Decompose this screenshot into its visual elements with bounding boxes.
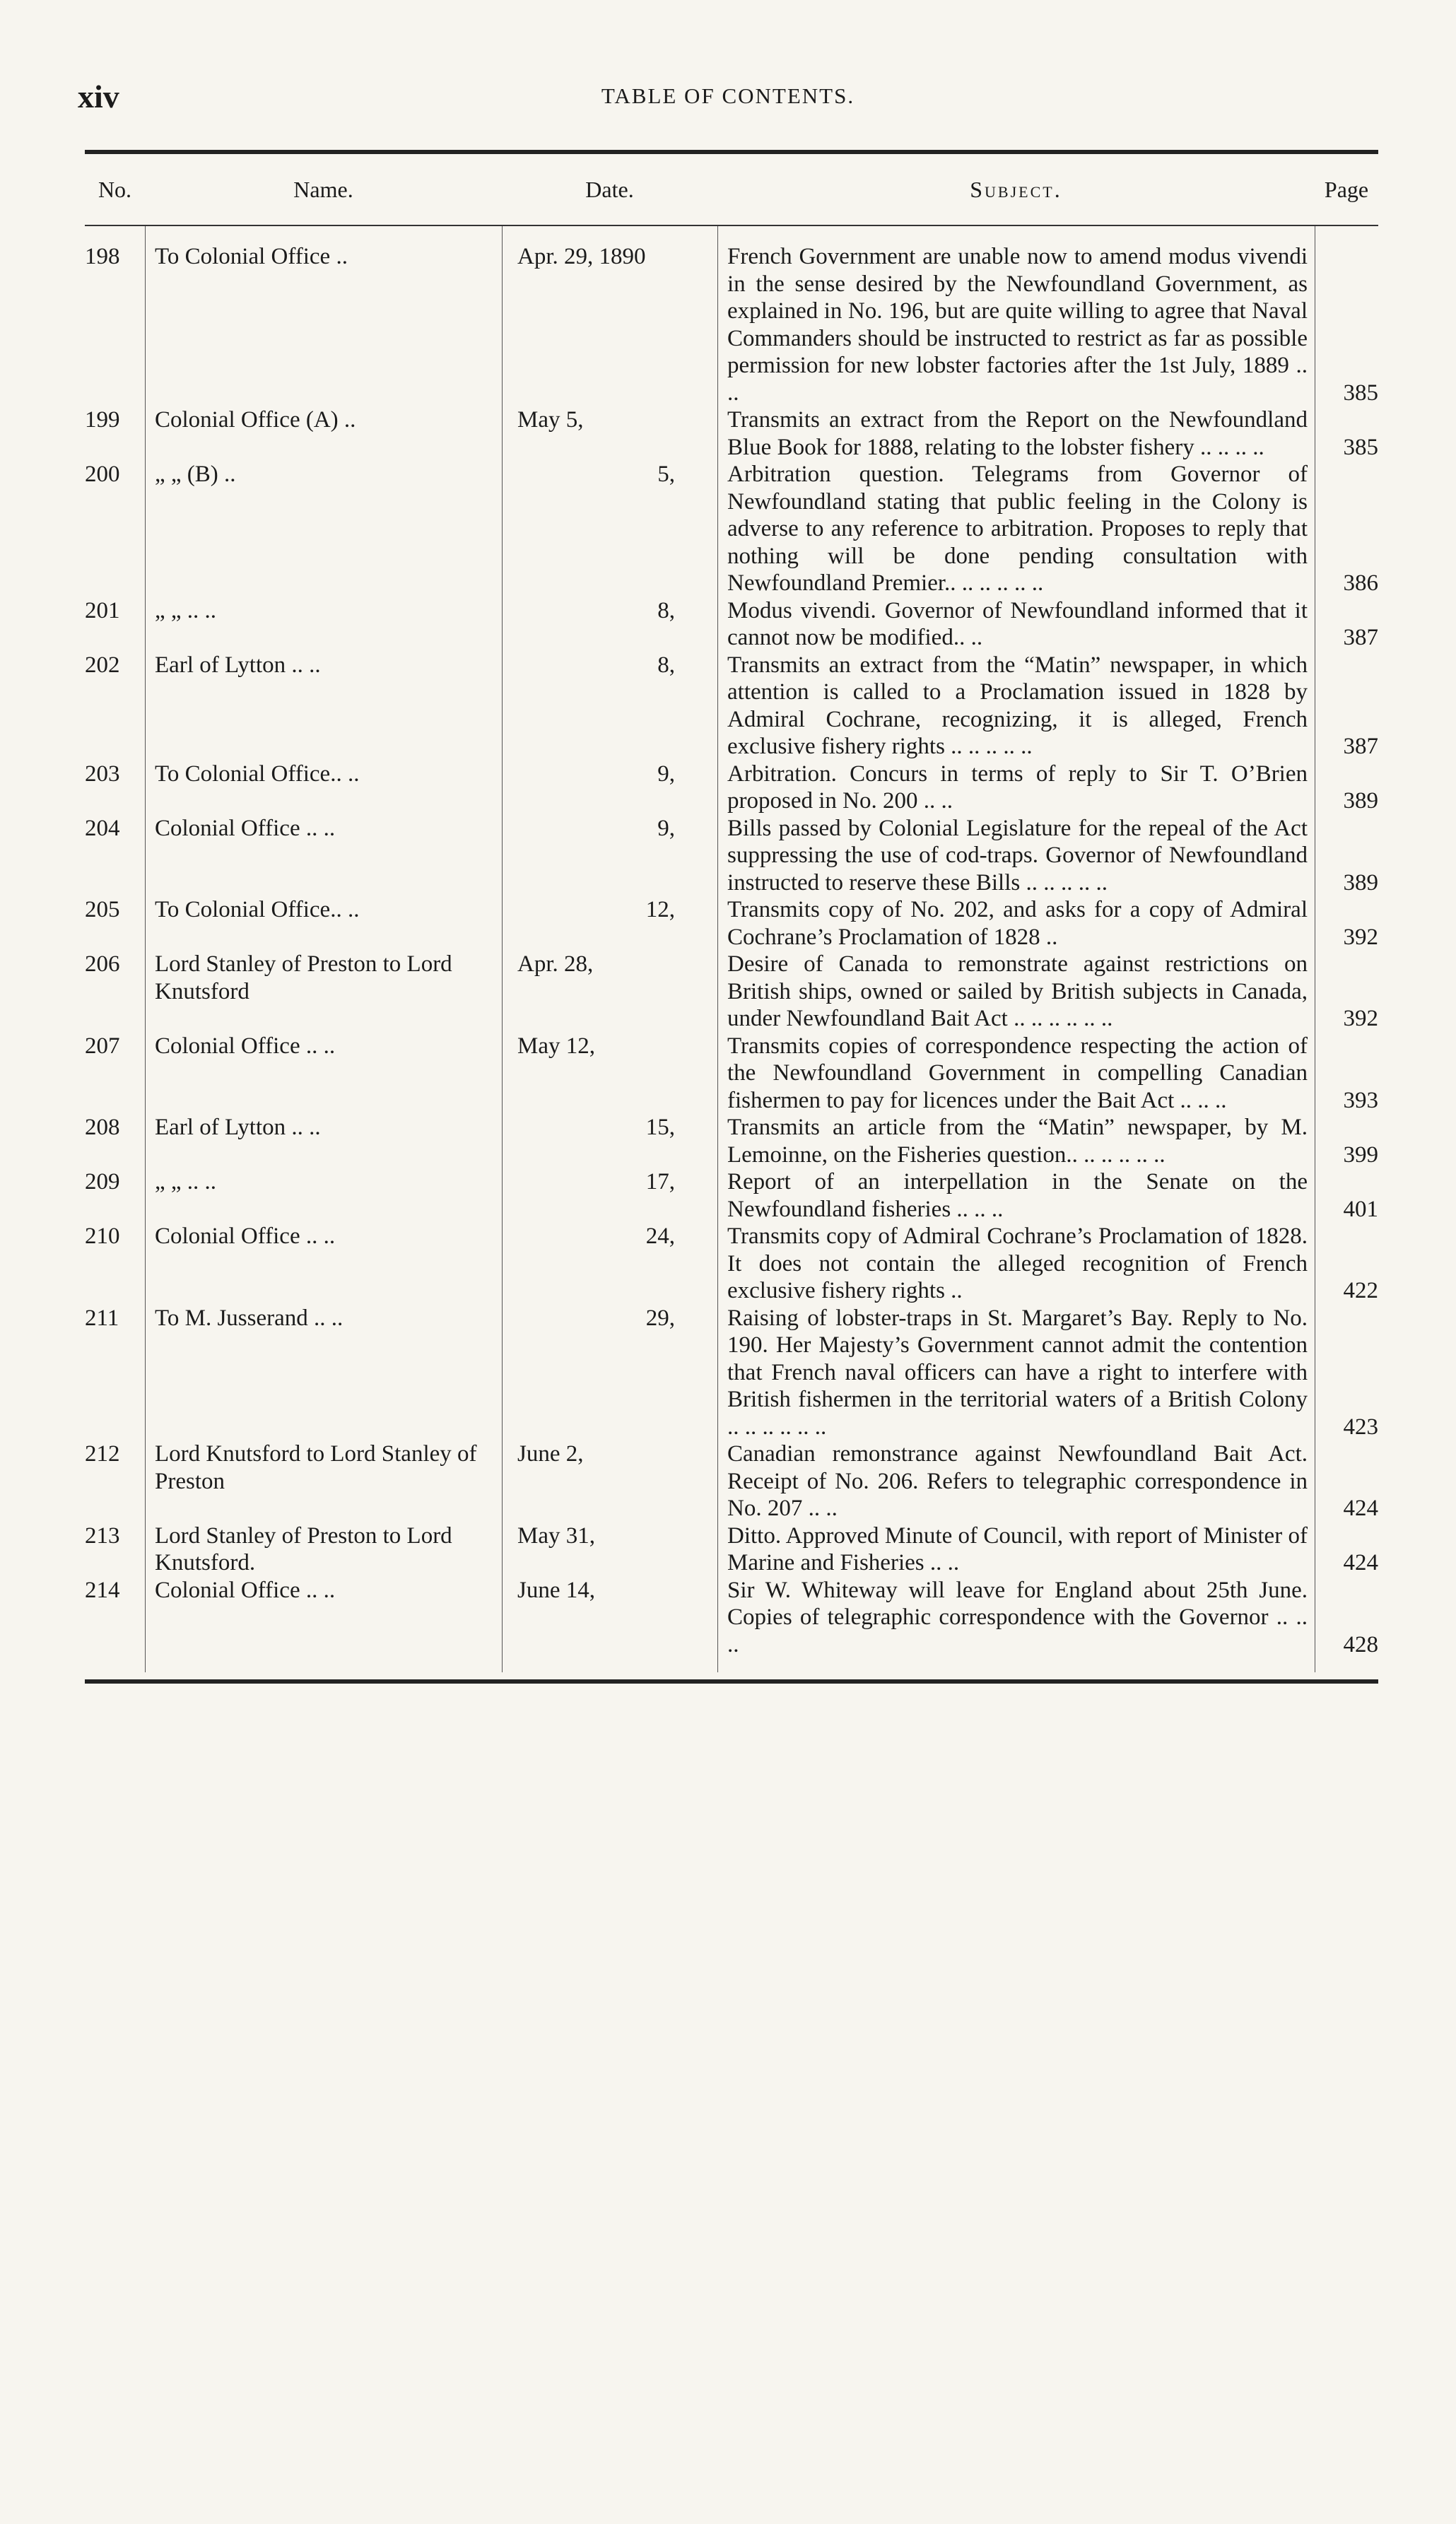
entry-subject: Transmits copy of Admiral Cochrane’s Proclamation of 1828. It does not contain the alleged recognition of French exclusive fishery rights .. — [727, 1223, 1308, 1303]
entry-name: To Colonial Office.. .. — [155, 761, 360, 787]
table-row — [85, 1522, 1378, 1577]
entry-date: May 12, — [517, 1033, 595, 1059]
entry-date: 24, — [645, 1223, 675, 1249]
column-header-row — [85, 154, 1378, 225]
column-header-name: Name. — [293, 176, 353, 202]
entry-number: 213 — [85, 1522, 120, 1549]
entry-number: 208 — [85, 1115, 120, 1140]
entry-date: 8, — [657, 597, 675, 623]
running-title: TABLE OF CONTENTS. — [601, 83, 855, 108]
entry-number: 200 — [85, 462, 120, 487]
entry-page: 424 — [1343, 1496, 1378, 1521]
entry-name: „ „ .. .. — [155, 1169, 217, 1195]
entry-date: May 5, — [517, 407, 584, 433]
entry-page: 422 — [1343, 1278, 1378, 1303]
column-header-page: Page — [1324, 176, 1369, 202]
entry-date: Apr. 28, — [517, 951, 594, 977]
entry-number: 198 — [85, 244, 120, 269]
entry-date: 29, — [645, 1305, 675, 1331]
entry-date: Apr. 29, 1890 — [517, 244, 646, 269]
entry-subject: Transmits copies of correspondence respecting the action of the Newfoundland Government in compelling Canadian fishermen to pay for licences under the Bait Act .. .. .. — [727, 1033, 1308, 1113]
column-header-subject: Subject. — [970, 176, 1062, 202]
page-header — [0, 78, 1456, 134]
entry-name: Colonial Office .. .. — [155, 815, 336, 841]
entry-number: 204 — [85, 815, 120, 841]
table-row — [85, 652, 1378, 761]
entry-date: 9, — [657, 815, 675, 841]
entry-page: 423 — [1343, 1414, 1378, 1440]
table-row — [85, 1440, 1378, 1522]
entry-list — [85, 243, 1378, 1658]
entry-date: 5, — [657, 462, 675, 487]
entry-name: Colonial Office .. .. — [155, 1033, 336, 1059]
entry-date: 15, — [645, 1115, 675, 1140]
entry-number: 211 — [85, 1305, 119, 1331]
entry-subject: Transmits an extract from the Report on the Newfoundland Blue Book for 1888, relating to the lobster fishery .. .. .. .. — [727, 407, 1308, 460]
table-row — [85, 815, 1378, 897]
bottom-rule — [85, 1679, 1378, 1684]
entry-name: Lord Stanley of Preston to Lord Knutsford — [155, 951, 452, 1004]
table-row — [85, 761, 1378, 815]
entry-date: June 14, — [517, 1577, 595, 1603]
entry-subject: Arbitration question. Telegrams from Governor of Newfoundland stating that public feeling in the Colony is adverse to any reference to arbitration. Proposes to reply that nothing will be done pending consultation with Newfoundland Premier.. .. .. .. .. .. — [727, 462, 1308, 596]
entry-name: Earl of Lytton .. .. — [155, 1115, 321, 1140]
entry-date: May 31, — [517, 1522, 595, 1549]
entry-subject: Sir W. Whiteway will leave for England about 25th June. Copies of telegraphic correspondence with the Governor .. .. .. — [727, 1577, 1308, 1657]
table-row — [85, 1114, 1378, 1168]
entry-name: To Colonial Office.. .. — [155, 897, 360, 922]
table-row — [85, 951, 1378, 1033]
entry-page: 389 — [1343, 788, 1378, 814]
entry-page: 389 — [1343, 869, 1378, 896]
entry-subject: French Government are unable now to amend modus vivendi in the sense desired by the Newfoundland Government, as explained in No. 196, but are quite willing to agree that Naval Commanders should be instructed to restrict as far as possible permission for new lobster factories after the 1st July, 1889 .. .. — [727, 244, 1308, 406]
table-row — [85, 896, 1378, 951]
entry-name: To Colonial Office .. — [155, 244, 348, 269]
entry-subject: Arbitration. Concurs in terms of reply to Sir T. O’Brien proposed in No. 200 .. .. — [727, 761, 1308, 814]
entry-page: 424 — [1343, 1550, 1378, 1575]
entry-subject: Transmits an extract from the “Matin” newspaper, in which attention is called to a Proclamation issued in 1828 by Admiral Cochrane, recognizing, it is alleged, French exclusive fishery rights .. .. .. .. .. — [727, 652, 1308, 759]
entry-number: 212 — [85, 1441, 120, 1467]
page-folio: xiv — [78, 78, 119, 115]
entry-number: 202 — [85, 652, 120, 678]
entry-number: 210 — [85, 1223, 120, 1249]
table-row — [85, 1577, 1378, 1659]
entry-page: 387 — [1343, 625, 1378, 650]
entry-page: 385 — [1343, 434, 1378, 460]
entry-date: 12, — [645, 897, 675, 922]
entry-name: „ „ (B) .. — [155, 462, 236, 487]
column-header-date: Date. — [585, 176, 634, 202]
entry-page: 386 — [1343, 570, 1378, 596]
entry-number: 209 — [85, 1169, 120, 1195]
entry-name: „ „ .. .. — [155, 597, 217, 623]
contents-table — [85, 150, 1378, 1684]
entry-subject: Ditto. Approved Minute of Council, with report of Minister of Marine and Fisheries .. .. — [727, 1522, 1308, 1575]
entry-name: Colonial Office .. .. — [155, 1577, 336, 1603]
table-row — [85, 243, 1378, 406]
table-row — [85, 597, 1378, 652]
entry-subject: Canadian remonstrance against Newfoundland Bait Act. Receipt of No. 206. Refers to telegraphic correspondence in No. 207 .. .. — [727, 1441, 1308, 1521]
table-row — [85, 1223, 1378, 1305]
entry-page: 392 — [1343, 924, 1378, 950]
entry-number: 214 — [85, 1577, 120, 1603]
entry-number: 199 — [85, 407, 120, 433]
table-row — [85, 1168, 1378, 1223]
entry-name: Colonial Office (A) .. — [155, 407, 356, 433]
entry-number: 207 — [85, 1033, 120, 1059]
entry-name: Colonial Office .. .. — [155, 1223, 336, 1249]
entry-subject: Raising of lobster-traps in St. Margaret’s Bay. Reply to No. 190. Her Majesty’s Government cannot admit the contention that French naval officers can have a right to interfere with British fishermen in the territorial waters of a British Colony .. .. .. .. .. .. — [727, 1305, 1308, 1440]
entry-name: To M. Jusserand .. .. — [155, 1305, 344, 1331]
entry-page: 392 — [1343, 1006, 1378, 1031]
entry-date: 9, — [657, 761, 675, 787]
entry-date: 17, — [645, 1169, 675, 1195]
entry-name: Lord Stanley of Preston to Lord Knutsford. — [155, 1522, 452, 1575]
entry-page: 401 — [1343, 1196, 1378, 1222]
table-row — [85, 1305, 1378, 1441]
entry-subject: Transmits an article from the “Matin” newspaper, by M. Lemoinne, on the Fisheries question.. .. .. .. .. .. — [727, 1115, 1308, 1168]
entry-subject: Modus vivendi. Governor of Newfoundland informed that it cannot now be modified.. .. — [727, 597, 1308, 650]
entry-number: 205 — [85, 897, 120, 922]
entry-number: 201 — [85, 597, 120, 623]
table-row — [85, 461, 1378, 597]
entry-name: Lord Knutsford to Lord Stanley of Preston — [155, 1441, 477, 1494]
entry-page: 385 — [1343, 380, 1378, 406]
entry-page: 399 — [1343, 1141, 1378, 1168]
entry-number: 203 — [85, 761, 120, 787]
column-header-no: No. — [98, 176, 132, 202]
entry-page: 393 — [1343, 1087, 1378, 1113]
entry-page: 387 — [1343, 734, 1378, 759]
table-row — [85, 1033, 1378, 1115]
entry-subject: Transmits copy of No. 202, and asks for a copy of Admiral Cochrane’s Proclamation of 1828 .. — [727, 897, 1308, 950]
entry-subject: Report of an interpellation in the Senate on the Newfoundland fisheries .. .. .. — [727, 1169, 1308, 1222]
entry-page: 428 — [1343, 1631, 1378, 1657]
entry-subject: Bills passed by Colonial Legislature for the repeal of the Act suppressing the use of cod-traps. Governor of Newfoundland instructed to reserve these Bills .. .. .. .. .. — [727, 815, 1308, 896]
entry-number: 206 — [85, 951, 120, 977]
table-row — [85, 406, 1378, 461]
entry-subject: Desire of Canada to remonstrate against restrictions on British ships, owned or sailed by British subjects in Canada, under Newfoundland Bait Act .. .. .. .. .. .. — [727, 951, 1308, 1031]
entry-date: 8, — [657, 652, 675, 678]
entry-name: Earl of Lytton .. .. — [155, 652, 321, 678]
contents-body — [85, 226, 1378, 1672]
entry-date: June 2, — [517, 1441, 584, 1467]
